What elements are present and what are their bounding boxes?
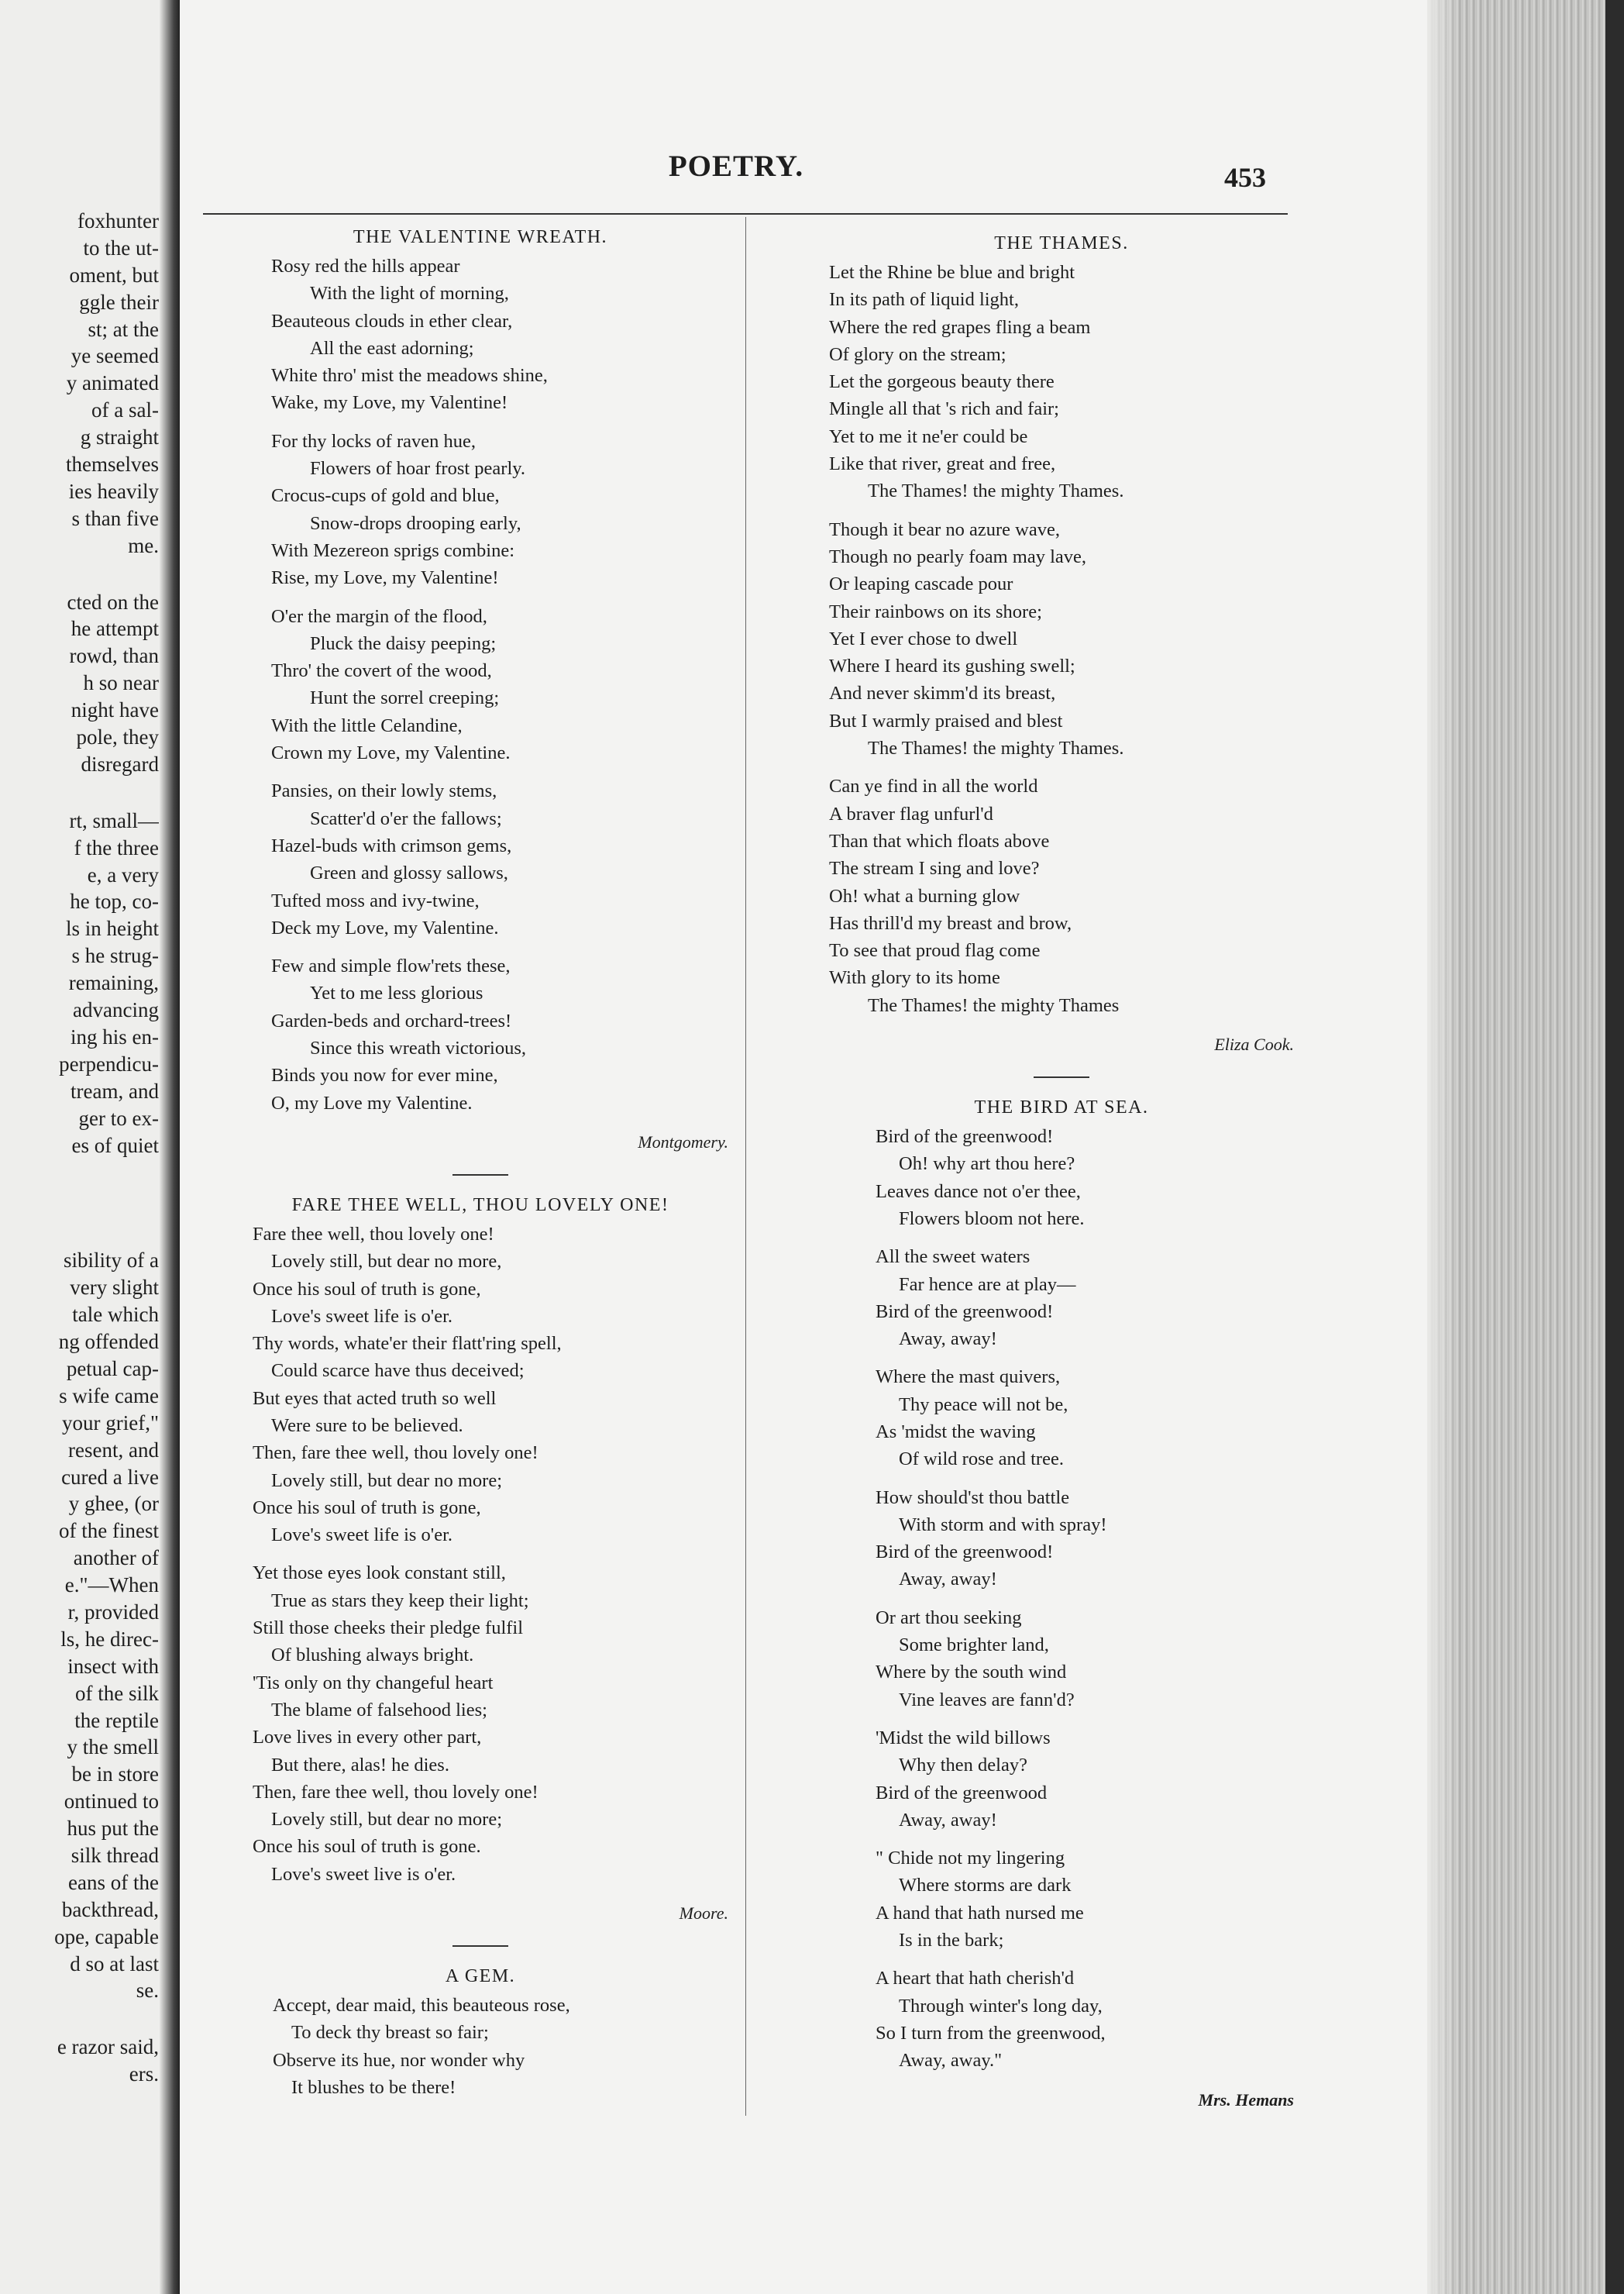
verse-line: The Thames! the mighty Thames. [868,738,1124,760]
verse-line: Where the mast quivers, [876,1366,1061,1388]
verse-line: Yet those eyes look constant still, [253,1562,506,1584]
verse-line: To see that proud flag come [829,940,1041,962]
facing-page-line: s wife came [59,1383,159,1407]
verse-line: Yet to me it ne'er could be [829,425,1028,447]
facing-page-line: y ghee, (or [68,1492,159,1516]
verse-line: Lovely still, but dear no more; [271,1809,503,1831]
page-edges [1427,0,1624,2294]
facing-page-line [0,1188,159,1218]
verse-line: Rosy red the hills appear [271,256,460,277]
verse-line: And never skimm'd its breast, [829,683,1056,704]
poem-title: THE THAMES. [994,233,1129,253]
verse-line: Once his soul of truth is gone. [253,1836,481,1858]
stanza [829,1965,1294,2074]
facing-page-line: ger to ex- [78,1106,159,1130]
verse-line: Bird of the greenwood! [876,1126,1054,1148]
verse-line: Then, fare thee well, thou lovely one! [253,1781,538,1803]
facing-page-line: resent, and [68,1438,159,1462]
verse-line: O'er the margin of the flood, [271,605,487,627]
poem-title: FARE THEE WELL, THOU LOVELY ONE! [291,1194,669,1215]
facing-page-line: of a sal- [91,398,159,422]
verse-line: Though it bear no azure wave, [829,518,1060,540]
verse-line: For thy locks of raven hue, [271,430,476,452]
poem-farewell [232,1190,728,1928]
verse-line: " Chide not my lingering [876,1848,1065,1869]
verse-line: With storm and with spray! [899,1514,1107,1535]
verse-line: Let the Rhine be blue and bright [829,262,1075,283]
verse-line: So I turn from the greenwood, [876,2022,1106,2044]
verse-line: Away, away." [899,2050,1003,2072]
stanza [232,1559,728,1888]
left-column [232,222,728,2112]
verse-line: Then, fare thee well, thou lovely one! [253,1442,538,1464]
verse-line: Has thrill'd my breast and brow, [829,912,1072,934]
stanza [829,1724,1294,1834]
running-head: POETRY. [668,150,804,183]
facing-page-line: rowd, than [69,644,159,668]
verse-line: Where by the south wind [876,1662,1067,1683]
verse-line: Is in the bark; [899,1930,1004,1951]
facing-page-line: ggle their [79,290,159,314]
facing-page-line: insect with [67,1654,159,1678]
poem-separator [1034,1076,1089,1078]
header-rule [203,213,1288,215]
verse-line: Mingle all that 's rich and fair; [829,398,1059,420]
verse-line: In its path of liquid light, [829,289,1019,311]
verse-line: Can ye find in all the world [829,776,1038,797]
verse-line: Lovely still, but dear no more, [271,1251,502,1273]
verse-line: Binds you now for ever mine, [271,1065,498,1087]
poem-author: Montgomery. [638,1132,728,1152]
facing-page-line: d so at last [70,1951,159,1975]
verse-line: Accept, dear maid, this beauteous rose, [273,1995,570,2017]
verse-line: Thy peace will not be, [899,1393,1068,1415]
facing-page-line: remaining, [68,971,159,995]
verse-line: Crown my Love, my Valentine. [271,742,511,764]
verse-line: The Thames! the mighty Thames [868,994,1120,1016]
verse-line: With the little Celandine, [271,715,463,736]
verse-line: Vine leaves are fann'd? [899,1689,1075,1710]
verse-line: Bird of the greenwood [876,1782,1048,1803]
facing-page-line: backthread, [61,1897,159,1921]
verse-line: Or art thou seeking [876,1607,1022,1628]
poem-author: Eliza Cook. [1214,1035,1294,1055]
verse-line: Yet I ever chose to dwell [829,628,1018,649]
poem-separator [452,1945,508,1947]
stanza [232,253,728,417]
verse-line: Deck my Love, my Valentine. [271,917,499,939]
stanza [232,952,728,1117]
verse-line: Observe its hue, nor wonder why [273,2049,525,2071]
verse-line: A braver flag unfurl'd [829,803,993,825]
facing-page-line: cted on the [67,590,159,614]
verse-line: Though no pearly foam may lave, [829,546,1087,567]
book-gutter [160,0,180,2294]
facing-page-line [0,560,159,589]
poem-valentine [232,222,728,1157]
verse-line: Garden-beds and orchard-trees! [271,1010,512,1032]
verse-line: Fare thee well, thou lovely one! [253,1223,494,1245]
verse-line: Away, away! [899,1328,997,1350]
facing-page-line: r, provided [67,1600,159,1624]
verse-line: Still those cheeks their pledge fulfil [253,1617,524,1639]
verse-line: The blame of falsehood lies; [271,1699,487,1720]
facing-page-line: e, a very [87,863,159,887]
poem-bird [829,1092,1294,2115]
facing-page-line: hus put the [67,1817,159,1841]
poem-separator [452,1174,508,1176]
verse-line: Once his soul of truth is gone, [253,1278,481,1300]
stanza [829,1604,1294,1714]
stanza [829,773,1294,1019]
verse-line: Love lives in every other part, [253,1727,482,1748]
facing-page-line: ls in height [66,917,159,941]
facing-page-line: ope, capable [54,1924,159,1948]
verse-line: Since this wreath victorious, [310,1038,526,1059]
facing-page-line: ye seemed [71,344,159,368]
verse-line: It blushes to be there! [291,2076,456,2098]
facing-page-line: be in store [71,1762,159,1786]
facing-page-line: ers. [129,2062,159,2086]
facing-page-line: advancing [73,998,159,1022]
facing-page-line: he attempt [71,617,159,641]
stanza [829,1844,1294,1954]
verse-line: Yet to me less glorious [310,983,483,1004]
facing-page-line: me. [128,533,159,557]
facing-page-line: tream, and [71,1079,159,1103]
facing-page-line: he top, co- [70,890,159,914]
stanza [829,1484,1294,1593]
verse-line: Bird of the greenwood! [876,1300,1054,1322]
facing-page-line: your grief," [62,1410,159,1435]
verse-line: With Mezereon sprigs combine: [271,539,515,561]
verse-line: Wake, my Love, my Valentine! [271,392,508,414]
verse-line: Like that river, great and free, [829,453,1056,475]
facing-page-line: g straight [80,425,159,450]
verse-line: But there, alas! he dies. [271,1754,449,1776]
poem-gem [232,1961,728,2101]
right-column [829,228,1294,2115]
verse-line: Their rainbows on its shore; [829,601,1042,622]
facing-page-line: petual cap- [66,1356,159,1380]
facing-page-line: perpendicu- [59,1052,159,1076]
verse-line: Lovely still, but dear no more; [271,1469,503,1491]
verse-line: All the sweet waters [876,1246,1030,1268]
facing-page-line: s than five [71,506,159,530]
verse-line: Of wild rose and tree. [899,1448,1064,1470]
facing-page-line: st; at the [88,317,159,341]
verse-line: 'Tis only on thy changeful heart [253,1672,494,1693]
facing-page-line: sibility of a [64,1249,159,1273]
verse-line: A hand that hath nursed me [876,1902,1084,1924]
facing-page-line: ing his en- [71,1025,159,1049]
poem-author: Mrs. Hemans [1198,2089,1294,2110]
verse-line: White thro' mist the meadows shine, [271,365,548,387]
verse-line: Love's sweet life is o'er. [271,1524,453,1546]
verse-line: Bird of the greenwood! [876,1541,1054,1563]
stanza [829,1243,1294,1352]
facing-page-line [0,778,159,808]
verse-line: With glory to its home [829,967,1000,989]
verse-line: Where I heard its gushing swell; [829,656,1075,677]
poem-thames [829,228,1294,1059]
verse-line: Thro' the covert of the wood, [271,660,492,682]
facing-page-line: e."—When [64,1573,159,1597]
verse-line: Where storms are dark [899,1875,1072,1896]
facing-page-line: foxhunter [77,209,159,232]
verse-line: Snow-drops drooping early, [310,512,521,534]
facing-page-line: of the finest [59,1519,159,1543]
verse-line: O, my Love my Valentine. [271,1092,473,1114]
verse-line: Let the gorgeous beauty there [829,371,1055,393]
verse-line: Green and glossy sallows, [310,863,508,884]
facing-page-line: ls, he direc- [60,1627,159,1651]
verse-line: Where the red grapes fling a beam [829,316,1091,338]
verse-line: Love's sweet live is o'er. [271,1863,456,1885]
facing-page-line: rt, small— [69,808,159,832]
facing-page-line: night have [71,698,159,722]
poem-title: A GEM. [445,1966,516,1987]
verse-line: Tufted moss and ivy-twine, [271,890,480,911]
facing-page-line [0,2004,159,2034]
stanza [232,1992,728,2101]
verse-line: Why then delay? [899,1755,1027,1776]
facing-page-text [0,208,159,2088]
page-edge-shade [1427,0,1458,2294]
verse-line: A heart that hath cherish'd [876,1968,1075,1989]
verse-line: As 'midst the waving [876,1421,1036,1442]
stanza [232,428,728,592]
verse-line: Once his soul of truth is gone, [253,1497,481,1518]
stanza [232,603,728,767]
facing-page-line: f the three [74,835,159,859]
verse-line: The Thames! the mighty Thames. [868,480,1124,502]
verse-line: Than that which floats above [829,830,1050,852]
facing-page-line: se. [136,1979,159,2003]
facing-page-line: es of quiet [71,1133,159,1157]
poem-title: THE VALENTINE WREATH. [353,227,608,247]
verse-line: True as stars they keep their light; [271,1590,529,1611]
verse-line: Rise, my Love, my Valentine! [271,567,499,589]
verse-line: Through winter's long day, [899,1995,1103,2017]
verse-line: But I warmly praised and blest [829,710,1063,732]
verse-line: Could scarce have thus deceived; [271,1360,525,1382]
verse-line: Some brighter land, [899,1634,1049,1656]
facing-page-line [0,1218,159,1247]
verse-line: Flowers of hoar frost pearly. [310,458,526,480]
verse-line: Of blushing always bright. [271,1645,474,1666]
verse-line: Away, away! [899,1809,997,1831]
facing-page-line: ng offended [58,1330,159,1354]
facing-page-line [0,1159,159,1188]
facing-page-line: disregard [81,752,159,776]
facing-page-line: very slight [70,1276,159,1300]
verse-line: All the east adorning; [310,337,474,359]
facing-page-line: y the smell [67,1735,159,1759]
facing-page-line: s he strug- [71,944,159,968]
facing-page-line: y animated [66,371,159,395]
verse-line: Leaves dance not o'er thee, [876,1180,1081,1202]
verse-line: Crocus-cups of gold and blue, [271,485,500,507]
verse-line: The stream I sing and love? [829,858,1040,880]
verse-line: Scatter'd o'er the fallows; [310,808,502,829]
verse-line: Flowers bloom not here. [899,1207,1085,1229]
facing-page-line: themselves [66,453,159,477]
facing-page-line: ontinued to [64,1789,159,1814]
stanza [232,777,728,942]
verse-line: With the light of morning, [310,283,509,305]
facing-page-line: of the silk [75,1681,159,1705]
verse-line: Love's sweet life is o'er. [271,1305,453,1327]
facing-page-line: pole, they [76,725,159,749]
verse-line: Were sure to be believed. [271,1414,463,1436]
verse-line: Oh! why art thou here? [899,1153,1075,1175]
verse-line: 'Midst the wild billows [876,1727,1051,1748]
poem-title: THE BIRD AT SEA. [974,1097,1149,1118]
verse-line: Hazel-buds with crimson gems, [271,835,512,856]
stanza [829,259,1294,505]
facing-page-line: h so near [83,671,159,695]
column-divider [745,217,746,2116]
verse-line: Beauteous clouds in ether clear, [271,310,513,332]
facing-page-line: to the ut- [83,236,159,260]
facing-page-line: tale which [72,1303,159,1327]
verse-line: Pansies, on their lowly stems, [271,780,497,802]
book-cover-rim [1605,0,1624,2294]
stanza [829,1363,1294,1472]
poem-author: Moore. [679,1903,728,1924]
verse-line: Pluck the daisy peeping; [310,632,497,654]
verse-line: Oh! what a burning glow [829,885,1020,907]
facing-page-line: the reptile [74,1708,159,1732]
facing-page-line: another of [73,1546,159,1570]
facing-page-line: ies heavily [68,479,159,503]
verse-line: Thy words, whate'er their flatt'ring spell, [253,1333,562,1355]
verse-line: But eyes that acted truth so well [253,1387,497,1409]
verse-line: Or leaping cascade pour [829,574,1013,595]
verse-line: Of glory on the stream; [829,343,1006,365]
facing-page-line: e razor said, [57,2035,159,2059]
facing-page-line: oment, but [69,263,159,287]
verse-line: Hunt the sorrel creeping; [310,687,500,709]
verse-line: Away, away! [899,1569,997,1590]
facing-page-line: silk thread [71,1843,159,1867]
facing-page-line: eans of the [68,1870,159,1894]
page-number: 453 [1224,162,1266,193]
verse-line: Far hence are at play— [899,1273,1076,1295]
verse-line: Few and simple flow'rets these, [271,956,511,977]
facing-page-line: cured a live [61,1465,159,1489]
stanza [829,1123,1294,1232]
stanza [829,516,1294,763]
stanza [232,1221,728,1549]
verse-line: How should'st thou battle [876,1486,1070,1508]
facing-page [0,0,180,2294]
verse-line: To deck thy breast so fair; [291,2022,489,2044]
